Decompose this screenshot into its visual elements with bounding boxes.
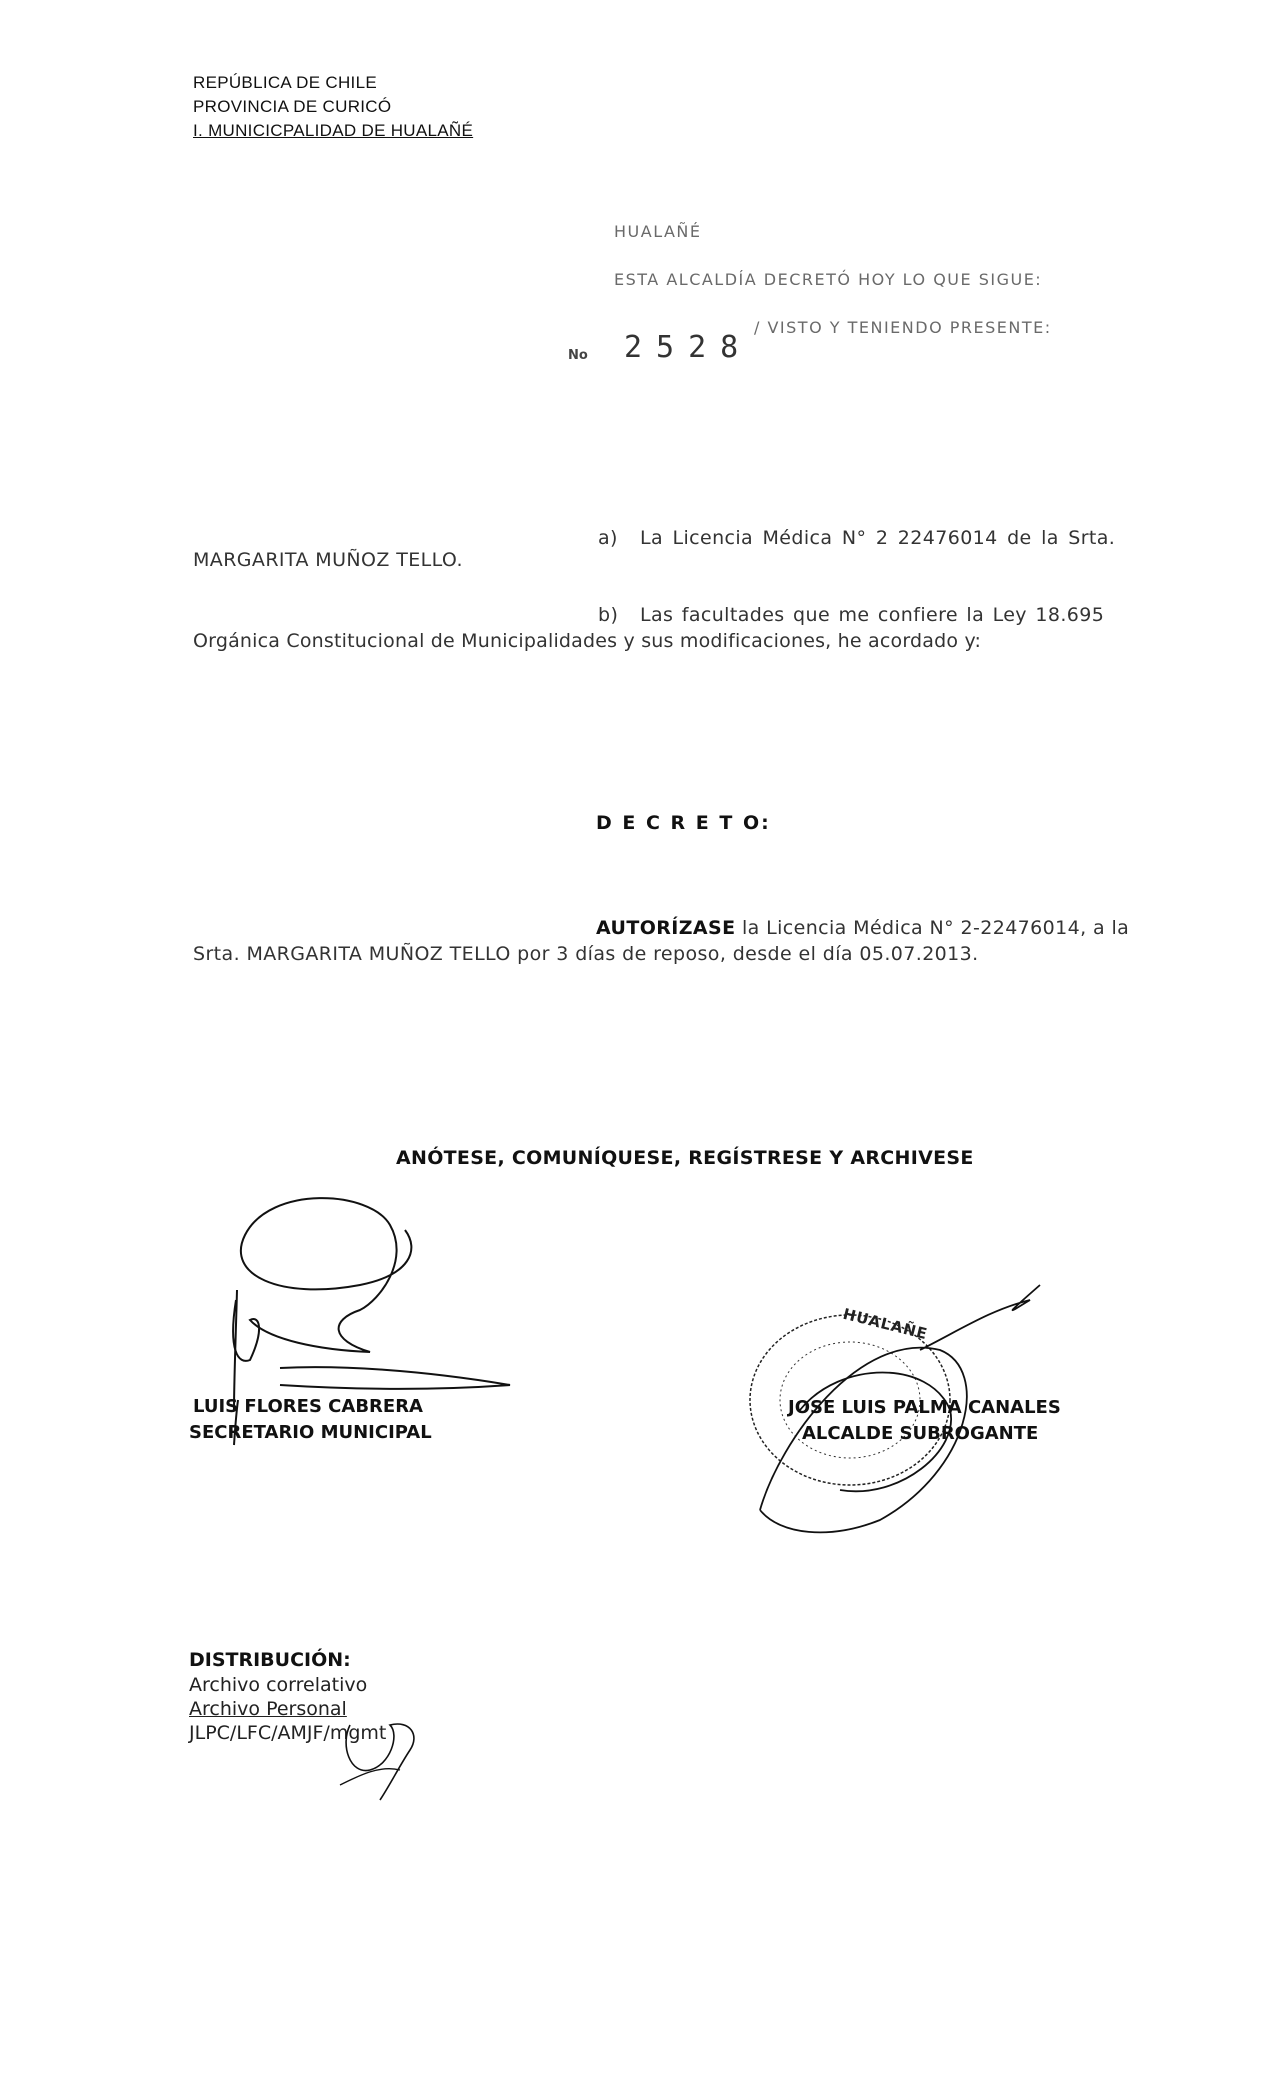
decreto-paragraph-2: Srta. MARGARITA MUÑOZ TELLO por 3 días de reposo, desde el día 05.07.2013. — [193, 943, 979, 965]
distribution-item-2: Archivo Personal — [189, 1698, 347, 1720]
decree-statement: ESTA ALCALDÍA DECRETÓ HOY LO QUE SIGUE: — [614, 270, 1043, 289]
right-signatory-title: ALCALDE SUBROGANTE — [802, 1423, 1039, 1444]
decreto-text-1: la Licencia Médica N° 2-22476014, a la — [735, 917, 1130, 939]
place-heading: HUALAÑÉ — [614, 222, 702, 241]
closing-formula: ANÓTESE, COMUNÍQUESE, REGÍSTRESE Y ARCHIVESE — [396, 1147, 974, 1169]
consideration-a-cont: MARGARITA MUÑOZ TELLO. — [193, 549, 463, 571]
right-signatory-name: JOSE LUIS PALMA CANALES — [788, 1397, 1061, 1418]
header-municipality: I. MUNICICPALIDAD DE HUALAÑÉ — [193, 121, 474, 140]
consideration-a-marker: a) — [598, 527, 618, 549]
decreto-title: D E C R E T O: — [596, 812, 771, 834]
decree-number: 2528 — [624, 330, 753, 365]
consideration-b-text: Las facultades que me confiere la Ley 18.695 — [640, 604, 1105, 626]
left-signatory-title: SECRETARIO MUNICIPAL — [189, 1422, 432, 1443]
left-signatory-name: LUIS FLORES CABRERA — [193, 1396, 423, 1417]
visto-heading: / VISTO Y TENIENDO PRESENTE: — [754, 318, 1052, 337]
stamp-label: HUALAÑE — [841, 1304, 930, 1344]
distribution-item-3: JLPC/LFC/AMJF/mgmt — [189, 1722, 387, 1744]
consideration-b-cont: Orgánica Constitucional de Municipalidades y sus modificaciones, he acordado y: — [193, 630, 982, 652]
initials-signature — [330, 1715, 440, 1805]
decree-number-prefix: No — [568, 348, 588, 363]
decreto-lead: AUTORÍZASE — [596, 917, 736, 939]
consideration-a-text: La Licencia Médica N° 2 22476014 de la Srta. — [640, 527, 1116, 549]
header-republic: REPÚBLICA DE CHILE — [193, 73, 377, 92]
decreto-paragraph-1 — [596, 917, 1129, 939]
header-province: PROVINCIA DE CURICÓ — [193, 97, 392, 116]
consideration-b-marker: b) — [598, 604, 619, 626]
distribution-title: DISTRIBUCIÓN: — [189, 1649, 351, 1671]
distribution-item-1: Archivo correlativo — [189, 1674, 368, 1696]
left-signature — [220, 1190, 560, 1430]
